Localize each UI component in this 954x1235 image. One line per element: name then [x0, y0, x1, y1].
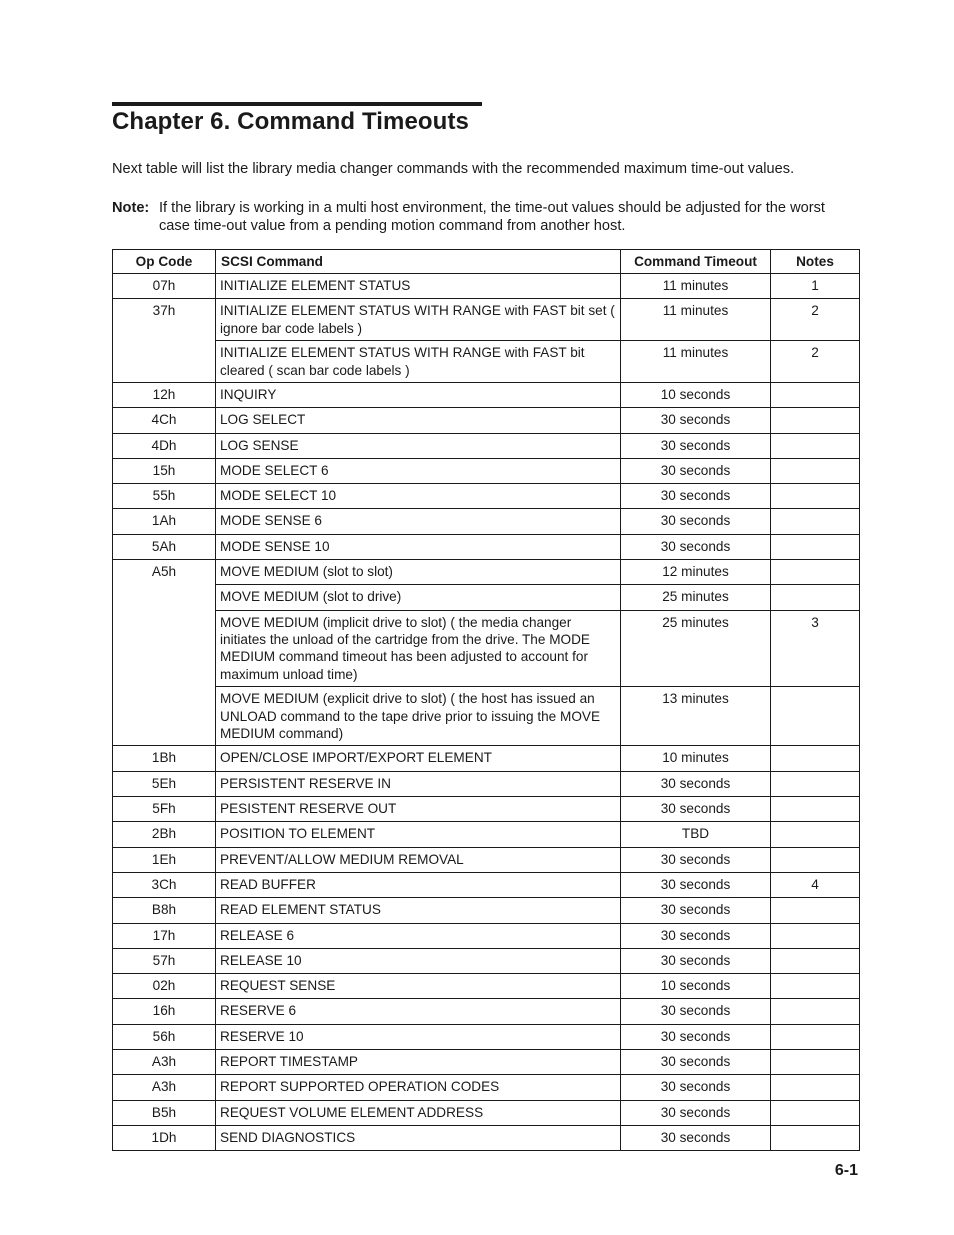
scsi-command-cell: INITIALIZE ELEMENT STATUS WITH RANGE with FAST bit set ( ignore bar code labels ) — [216, 299, 621, 341]
notes-cell: 4 — [771, 872, 860, 897]
table-row — [113, 1075, 860, 1100]
command-timeout-cell: TBD — [621, 822, 771, 847]
notes-cell — [771, 458, 860, 483]
notes-cell — [771, 484, 860, 509]
command-timeout-cell: 30 seconds — [621, 458, 771, 483]
scsi-command-cell: MOVE MEDIUM (implicit drive to slot) ( the media changer initiates the unload of the cartridge from the drive. The MODE MEDIUM command timeout has been adjusted to account for maximum unload time) — [216, 610, 621, 687]
scsi-command-cell: MOVE MEDIUM (slot to drive) — [216, 585, 621, 610]
chapter-title-rule — [112, 102, 482, 106]
op-code-cell: 17h — [113, 923, 216, 948]
scsi-command-cell: LOG SENSE — [216, 433, 621, 458]
scsi-command-cell: REQUEST VOLUME ELEMENT ADDRESS — [216, 1100, 621, 1125]
command-timeout-cell: 30 seconds — [621, 999, 771, 1024]
table-row — [113, 974, 860, 999]
command-timeout-cell: 30 seconds — [621, 509, 771, 534]
command-timeout-cell: 13 minutes — [621, 687, 771, 746]
notes-cell: 2 — [771, 299, 860, 341]
table-body — [113, 274, 860, 1151]
scsi-command-cell: MODE SENSE 10 — [216, 534, 621, 559]
op-code-cell: 12h — [113, 382, 216, 407]
op-code-cell: 57h — [113, 948, 216, 973]
op-code-cell: 37h — [113, 299, 216, 383]
note-label: Note: — [112, 200, 150, 216]
scsi-command-cell: READ ELEMENT STATUS — [216, 898, 621, 923]
scsi-command-cell: REPORT SUPPORTED OPERATION CODES — [216, 1075, 621, 1100]
op-code-cell: 07h — [113, 274, 216, 299]
op-code-cell: 15h — [113, 458, 216, 483]
table-row — [113, 923, 860, 948]
command-timeout-cell: 30 seconds — [621, 948, 771, 973]
op-code-cell: 5Eh — [113, 771, 216, 796]
command-timeout-cell: 30 seconds — [621, 898, 771, 923]
table-row — [113, 822, 860, 847]
notes-cell — [771, 999, 860, 1024]
table-row — [113, 560, 860, 585]
op-code-cell: A3h — [113, 1075, 216, 1100]
command-timeout-cell: 30 seconds — [621, 433, 771, 458]
scsi-command-cell: POSITION TO ELEMENT — [216, 822, 621, 847]
header-notes: Notes — [771, 250, 860, 274]
notes-cell — [771, 948, 860, 973]
table-row — [113, 1125, 860, 1150]
table-row — [113, 534, 860, 559]
scsi-command-cell: INQUIRY — [216, 382, 621, 407]
notes-cell — [771, 382, 860, 407]
scsi-command-cell: INITIALIZE ELEMENT STATUS — [216, 274, 621, 299]
scsi-command-cell: REQUEST SENSE — [216, 974, 621, 999]
op-code-cell: 55h — [113, 484, 216, 509]
command-timeout-cell: 11 minutes — [621, 274, 771, 299]
command-timeout-cell: 30 seconds — [621, 484, 771, 509]
header-command-timeout: Command Timeout — [621, 250, 771, 274]
table-header-row — [113, 250, 860, 274]
scsi-command-cell: LOG SELECT — [216, 408, 621, 433]
table-row — [113, 610, 860, 687]
table-row — [113, 687, 860, 746]
table-row — [113, 484, 860, 509]
notes-cell — [771, 687, 860, 746]
command-timeout-cell: 12 minutes — [621, 560, 771, 585]
notes-cell — [771, 1100, 860, 1125]
notes-cell — [771, 898, 860, 923]
command-timeout-table — [112, 249, 860, 1151]
op-code-cell: 2Bh — [113, 822, 216, 847]
op-code-cell: 4Ch — [113, 408, 216, 433]
scsi-command-cell: PREVENT/ALLOW MEDIUM REMOVAL — [216, 847, 621, 872]
op-code-cell: 1Ah — [113, 509, 216, 534]
scsi-command-cell: INITIALIZE ELEMENT STATUS WITH RANGE with FAST bit cleared ( scan bar code labels ) — [216, 341, 621, 383]
notes-cell — [771, 797, 860, 822]
command-timeout-cell: 11 minutes — [621, 299, 771, 341]
table-row — [113, 585, 860, 610]
op-code-cell: B5h — [113, 1100, 216, 1125]
command-timeout-cell: 10 seconds — [621, 974, 771, 999]
notes-cell — [771, 974, 860, 999]
command-timeout-cell: 25 minutes — [621, 585, 771, 610]
intro-paragraph: Next table will list the library media changer commands with the recommended maximum time-out values. — [112, 161, 795, 177]
table-row — [113, 948, 860, 973]
command-timeout-cell: 30 seconds — [621, 847, 771, 872]
notes-cell — [771, 433, 860, 458]
op-code-cell: 3Ch — [113, 872, 216, 897]
scsi-command-cell: MOVE MEDIUM (explicit drive to slot) ( the host has issued an UNLOAD command to the tape drive prior to issuing the MOVE MEDIUM command) — [216, 687, 621, 746]
table-row — [113, 341, 860, 383]
op-code-cell: 56h — [113, 1024, 216, 1049]
notes-cell — [771, 822, 860, 847]
op-code-cell: 5Ah — [113, 534, 216, 559]
op-code-cell: 16h — [113, 999, 216, 1024]
command-timeout-cell: 30 seconds — [621, 923, 771, 948]
op-code-cell: B8h — [113, 898, 216, 923]
scsi-command-cell: MODE SELECT 10 — [216, 484, 621, 509]
notes-cell — [771, 560, 860, 585]
scsi-command-cell: REPORT TIMESTAMP — [216, 1050, 621, 1075]
table-row — [113, 1050, 860, 1075]
command-timeout-cell: 30 seconds — [621, 797, 771, 822]
notes-cell — [771, 1125, 860, 1150]
op-code-cell: 1Eh — [113, 847, 216, 872]
scsi-command-cell: RESERVE 10 — [216, 1024, 621, 1049]
notes-cell: 2 — [771, 341, 860, 383]
notes-cell — [771, 847, 860, 872]
chapter-title: Chapter 6. Command Timeouts — [112, 108, 469, 135]
command-timeout-cell: 11 minutes — [621, 341, 771, 383]
op-code-cell: 1Dh — [113, 1125, 216, 1150]
table-row — [113, 458, 860, 483]
scsi-command-cell: RELEASE 10 — [216, 948, 621, 973]
table-row — [113, 999, 860, 1024]
command-timeout-cell: 10 seconds — [621, 382, 771, 407]
command-timeout-cell: 30 seconds — [621, 771, 771, 796]
table-row — [113, 274, 860, 299]
command-timeout-cell: 30 seconds — [621, 1024, 771, 1049]
command-timeout-cell: 30 seconds — [621, 872, 771, 897]
table-row — [113, 408, 860, 433]
notes-cell — [771, 1075, 860, 1100]
op-code-cell: 1Bh — [113, 746, 216, 771]
op-code-cell: A5h — [113, 560, 216, 746]
notes-cell — [771, 923, 860, 948]
notes-cell — [771, 1024, 860, 1049]
op-code-cell: A3h — [113, 1050, 216, 1075]
notes-cell — [771, 585, 860, 610]
notes-cell — [771, 746, 860, 771]
notes-cell — [771, 509, 860, 534]
command-timeout-cell: 30 seconds — [621, 534, 771, 559]
notes-cell — [771, 771, 860, 796]
command-timeout-cell: 30 seconds — [621, 408, 771, 433]
table-row — [113, 797, 860, 822]
scsi-command-cell: MOVE MEDIUM (slot to slot) — [216, 560, 621, 585]
table-row — [113, 509, 860, 534]
table-row — [113, 746, 860, 771]
command-timeout-cell: 30 seconds — [621, 1050, 771, 1075]
notes-cell — [771, 534, 860, 559]
scsi-command-cell: MODE SENSE 6 — [216, 509, 621, 534]
page-number: 6-1 — [834, 1162, 858, 1179]
table-row — [113, 433, 860, 458]
notes-cell — [771, 408, 860, 433]
table-row — [113, 771, 860, 796]
notes-cell — [771, 1050, 860, 1075]
table-row — [113, 1024, 860, 1049]
command-timeout-cell: 30 seconds — [621, 1075, 771, 1100]
command-timeout-cell: 30 seconds — [621, 1100, 771, 1125]
table-row — [113, 872, 860, 897]
note-block — [112, 199, 858, 235]
scsi-command-cell: PERSISTENT RESERVE IN — [216, 771, 621, 796]
command-timeout-cell: 10 minutes — [621, 746, 771, 771]
op-code-cell: 4Dh — [113, 433, 216, 458]
scsi-command-cell: SEND DIAGNOSTICS — [216, 1125, 621, 1150]
notes-cell: 1 — [771, 274, 860, 299]
command-timeout-cell: 25 minutes — [621, 610, 771, 687]
notes-cell: 3 — [771, 610, 860, 687]
scsi-command-cell: RELEASE 6 — [216, 923, 621, 948]
scsi-command-cell: READ BUFFER — [216, 872, 621, 897]
scsi-command-cell: MODE SELECT 6 — [216, 458, 621, 483]
scsi-command-cell: PESISTENT RESERVE OUT — [216, 797, 621, 822]
command-timeout-cell: 30 seconds — [621, 1125, 771, 1150]
table-row — [113, 898, 860, 923]
scsi-command-cell: RESERVE 6 — [216, 999, 621, 1024]
table-row — [113, 299, 860, 341]
header-scsi-command: SCSI Command — [216, 250, 621, 274]
scsi-command-cell: OPEN/CLOSE IMPORT/EXPORT ELEMENT — [216, 746, 621, 771]
table-row — [113, 1100, 860, 1125]
table-row — [113, 382, 860, 407]
op-code-cell: 5Fh — [113, 797, 216, 822]
note-text: If the library is working in a multi host environment, the time-out values should be adjusted for the worst case time-out value from a pending motion command from another host. — [159, 200, 825, 234]
op-code-cell: 02h — [113, 974, 216, 999]
table-row — [113, 847, 860, 872]
header-op-code: Op Code — [113, 250, 216, 274]
